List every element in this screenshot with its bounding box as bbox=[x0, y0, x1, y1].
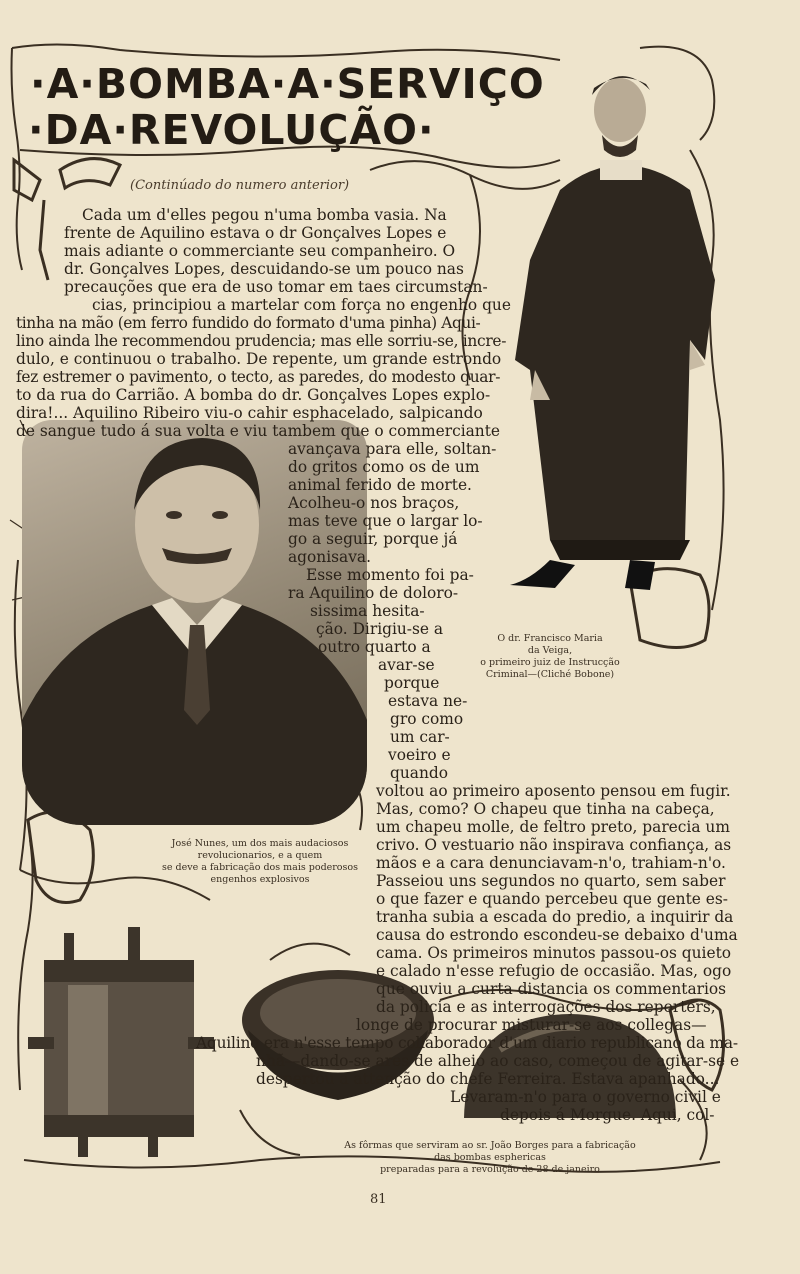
caption-forms-line: das bombas esphericas bbox=[434, 1152, 546, 1163]
body-line: dira!... Aquilino Ribeiro viu-o cahir esphacelado, salpicando bbox=[16, 404, 483, 422]
body-line: outro quarto a bbox=[318, 638, 431, 656]
body-line: da policia e as interrogações dos reporters, bbox=[376, 998, 716, 1016]
body-line: tranha subia a escada do predio, a inquirir da bbox=[376, 908, 734, 926]
body-line: ção. Dirigiu-se a bbox=[316, 620, 444, 638]
caption-nunes-line: engenhos explosivos bbox=[210, 874, 310, 885]
body-line: depois á Morgue. Aqui, col- bbox=[500, 1106, 715, 1124]
body-line: to da rua do Carrião. A bomba do dr. Gonçalves Lopes explo- bbox=[16, 386, 491, 404]
body-line: precauções que era de uso tomar em taes circumstan- bbox=[64, 278, 488, 296]
body-line: voeiro e bbox=[388, 746, 451, 764]
page-number: 81 bbox=[370, 1192, 387, 1207]
body-line: frente de Aquilino estava o dr Gonçalves Lopes e bbox=[64, 224, 447, 242]
article-title-line2: ·DA·REVOLUÇÃO· bbox=[28, 106, 435, 154]
body-line: mas teve que o largar lo- bbox=[288, 512, 483, 530]
body-line: agonisava. bbox=[288, 548, 371, 566]
body-line: dulo, e continuou o trabalho. De repente, um grande estrondo bbox=[16, 350, 502, 368]
body-line: um chapeu molle, de feltro preto, parecia um bbox=[376, 818, 730, 836]
article-title-line1: ·A·BOMBA·A·SERVIÇO bbox=[30, 60, 545, 108]
body-line: cama. Os primeiros minutos passou-os quieto bbox=[376, 944, 732, 962]
body-line: Aquilino era n'esse tempo collaborador d'um diario republicano da ma- bbox=[196, 1034, 738, 1052]
body-line: animal ferido de morte. bbox=[288, 476, 472, 494]
body-line: mãos e a cara denunciavam-n'o, trahiam-n'o. bbox=[376, 854, 726, 872]
body-line: dr. Gonçalves Lopes, descuidando-se um pouco nas bbox=[64, 260, 464, 278]
body-line: o que fazer e quando percebeu que gente es- bbox=[376, 890, 728, 908]
body-line: do gritos como os de um bbox=[288, 458, 480, 476]
body-line: Acolheu-o nos braços, bbox=[288, 494, 460, 512]
body-line: voltou ao primeiro aposento pensou em fugir. bbox=[376, 782, 731, 800]
body-line: tinha na mão (em ferro fundido do formato d'uma pinha) Aqui- bbox=[16, 314, 481, 332]
body-line: sissima hesita- bbox=[310, 602, 425, 620]
body-line: despertou a attenção do chefe Ferreira. Estava apanhado... bbox=[256, 1070, 720, 1088]
body-line: mais adiante o commerciante seu companheiro. O bbox=[64, 242, 456, 260]
body-line: fez estremer o pavimento, o tecto, as paredes, do modesto quar- bbox=[16, 368, 501, 386]
caption-judge-line: o primeiro juiz de Instrucção bbox=[480, 657, 620, 668]
continuation-note: (Continúado do numero anterior) bbox=[130, 178, 350, 193]
caption-forms-line: preparadas para a revolução de 28 de janeiro bbox=[380, 1164, 600, 1175]
body-line: causa do estrondo escondeu-se debaixo d'uma bbox=[376, 926, 738, 944]
body-line: lino ainda lhe recommendou prudencia; mas elle sorriu-se, incre- bbox=[16, 332, 507, 350]
body-line: ra Aquilino de doloro- bbox=[288, 584, 459, 602]
body-line: Esse momento foi pa- bbox=[306, 566, 474, 584]
caption-nunes-line: José Nunes, um dos mais audaciosos bbox=[171, 838, 349, 849]
caption-nunes-line: revolucionarios, e a quem bbox=[197, 850, 323, 861]
caption-judge-line: da Veiga, bbox=[527, 645, 573, 656]
body-line: Cada um d'elles pegou n'uma bomba vasia. Na bbox=[82, 206, 447, 224]
body-line: Passeiou uns segundos no quarto, sem saber bbox=[376, 872, 726, 890]
body-line: de sangue tudo á sua volta e viu tambem que o commerciante bbox=[16, 422, 501, 440]
body-line: estava ne- bbox=[388, 692, 468, 710]
body-line: que ouviu a curta distancia os commentarios bbox=[376, 980, 727, 998]
body-line: avançava para elle, soltan- bbox=[288, 440, 497, 458]
body-line: um car- bbox=[390, 728, 450, 746]
body-line: Mas, como? O chapeu que tinha na cabeça, bbox=[376, 800, 715, 818]
body-line: longe de procurar misturar-se aos collegas— bbox=[356, 1016, 707, 1034]
body-line: e calado n'esse refugio de occasião. Mas, ogo bbox=[376, 962, 732, 980]
body-line: quando bbox=[390, 764, 448, 782]
body-line: Levaram-n'o para o governo civil e bbox=[450, 1088, 721, 1106]
body-line: go a seguir, porque já bbox=[288, 530, 458, 548]
body-line: gro como bbox=[390, 710, 464, 728]
body-line: crivo. O vestuario não inspirava confiança, as bbox=[376, 836, 732, 854]
body-line: nhã—dando-se ares de alheio ao caso, começou de agitar-se e bbox=[256, 1052, 740, 1070]
body-line: porque bbox=[384, 674, 440, 692]
body-line: avar-se bbox=[378, 656, 435, 674]
body-line: cias, principiou a martelar com força no engenho que bbox=[92, 296, 511, 314]
caption-nunes-line: se deve a fabricação dos mais poderosos bbox=[162, 862, 358, 873]
caption-judge-line: O dr. Francisco Maria bbox=[497, 633, 603, 644]
caption-judge-line: Criminal—(Cliché Bobone) bbox=[485, 669, 615, 680]
caption-forms-line: As fôrmas que serviram ao sr. João Borges para a fabricação bbox=[344, 1140, 636, 1151]
